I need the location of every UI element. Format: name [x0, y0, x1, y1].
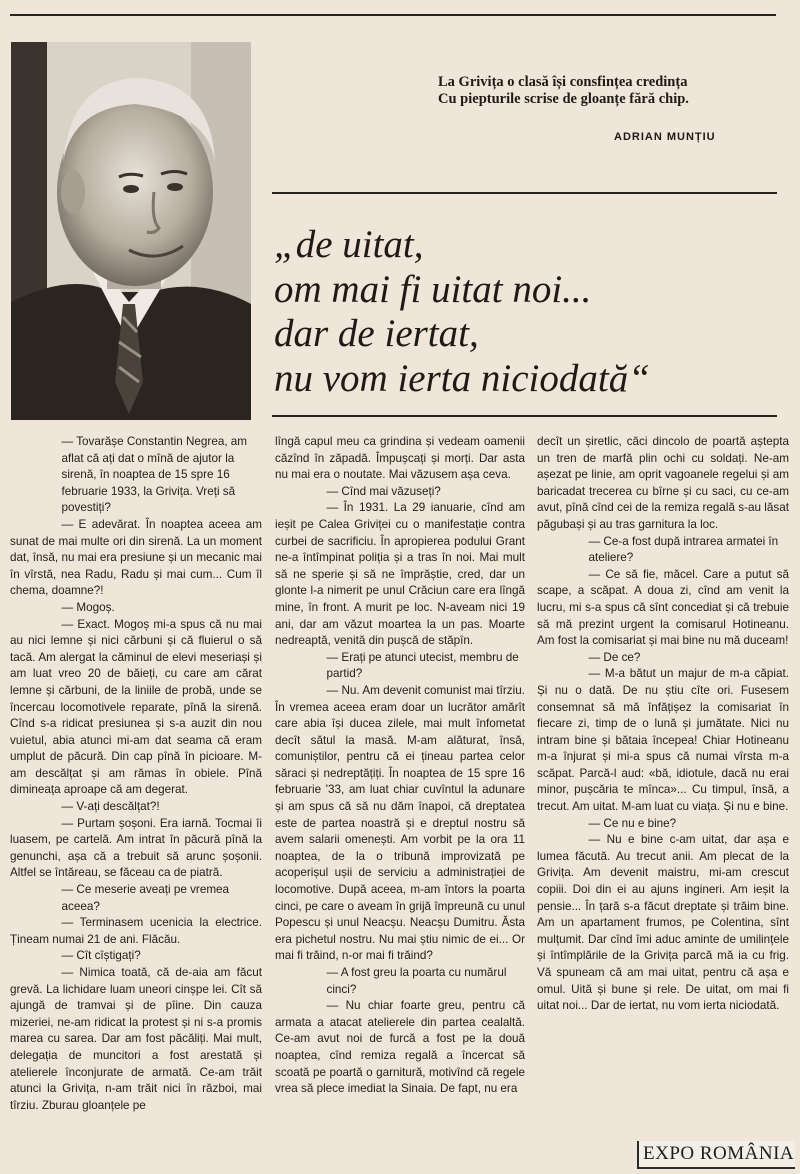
interview-paragraph: — M-a bătut un majur de m-a căpiat. Și nu o dată. De nu știu cîte ori. Fusesem consemnat să mă înfățișez la comisariat în fiecare zi, timp de o lună și jumătate. Nici nu intram bine și bătaia începea! Chiar Hotineanu m-a înjurat și mi-a spus că numai vîrsta m-a scăpat. Parcă-l aud: «bă, idiotule, dacă nu erai minor, pușcăria te mînca»... Cu timpul, însă, a trecut. Am uitat. M-am luat cu viața. Și nu e bine.	[537, 667, 789, 814]
interview-question: — Cît cîștigați?	[61, 949, 141, 963]
interview-paragraph: — Nimica toată, că de-aia am făcut grevă. La lichidare luam uneori cinșpe lei. Cît să ajungă de tramvai și de pîine. Din cauza mizeriei, ne-am ridicat la protest și ni s-a promis marea cu sarea. Dar am fost păcăliți. Mai mult, delegația de muncitori a fost arestată și atelierele înconjurate de armată. Ce-am trăit atunci la Grivița, n-am trăit nici în război, mai tîrziu. Zburau gloanțele pe	[10, 966, 262, 1112]
headline-line: nu vom ierta niciodată“	[274, 356, 650, 400]
interview-paragraph: — Nu. Am devenit comunist mai tîrziu. În vremea aceea eram doar un lucrător amărît care abia își ducea zilele, mai mult înfometat decît sătul la masă. M-am alăturat, însă, comuniștilor, pentru că ei țineau partea celor săraci și nedreptățiți. În noaptea de 15 spre 16 februarie '33, am luat chiar cuvîntul la adunare și am spus că să nu dăm înapoi, că dreptatea este de partea noastră și e dreptul nostru să avem salarii omenești. Am vorbit pe la ora 11 noaptea, de la o tribună improvizată pe acoperișul ușii de serviciu a administrației de locomotive. După aceea, m-am întors la poarta cinci, pe care o aveam în grijă împreună cu unul Popescu și unul Neacșu. Neacșu Dumitru. Ăsta era pichetul nostru. Nu mai știu nimic de ei... Or mai fi trăind, n-or mai fi trăind?	[275, 683, 525, 963]
interview-paragraph: — În 1931. La 29 ianuarie, cînd am ieșit pe Calea Griviței cu o manifestație contra curbei de sacrificiu. În apropierea podului Grant ne-a întîmpinat poliția și a tras în noi. Mai mult să ne sperie și să ne împrăștie, cred, dar un glonte l-a nimerit pe unul Crăciun care era lîngă mine, în front. A murit pe loc. N-aveam nici 19 ani, dar am văzut moartea la un pas. Moarte nedreaptă, venită din pușcă de stăpîn.	[275, 501, 525, 648]
epigraph-line: La Grivița o clasă își consfințea credința	[438, 74, 688, 90]
interview-paragraph: — Purtam șoșoni. Era iarnă. Tocmai îi luasem, pe cartelă. Am intrat în păcură pînă la genunchi, așa că a trebuit să arunc șoșonii. Altfel se întăreau, se făceau ca de piatră.	[10, 816, 262, 880]
interview-paragraph: — Exact. Mogoș mi-a spus că nu mai au nici lemne și nici cărbuni și că fluierul o să tacă. Am alergat la căminul de elevi meseriași și am luat vreo 20 de băieți, cu care am cărat lemne și cărbuni, de la liniile de probă, unde se încercau locomotivele reparate, pînă la sirenă. Cînd s-a ridicat presiunea și s-a auzit din nou vuietul, abia atunci mi-am dat seama că eram umplut de păcură. Din cap pînă în picioare. M-am descălțat și am rămas în obiele. Pînă dimineața aproape că am degerat.	[10, 617, 262, 797]
interview-question: — V-ați descălțat?!	[61, 800, 160, 814]
headline	[274, 223, 794, 401]
interview-paragraph: lîngă capul meu ca grindina și vedeam oamenii căzînd în zăpadă. Împușcați și morți. Dar asta nu mai era o noutate. Mai văzusem așa ceva.	[275, 435, 525, 482]
interview-paragraph: — E adevărat. În noaptea aceea am sunat de mai multe ori din sirenă. La un moment dat, însă, nu mai era presiune și un mecanic mai în vîrstă, nea Radu, Radu și mai cum... Cum îl chema, doamne?!	[10, 517, 262, 598]
epigraph-line: Cu piepturile scrise de gloanțe fără chip.	[438, 90, 689, 107]
interview-paragraph: — Ce să fie, măcel. Care a putut să scape, a scăpat. A doua zi, cînd am venit la lucru, mi s-a spus că sînt concediat și că trebuie să mă prezint urgent la comisarul Hotineanu. Am fost la comisariat și mai bine nu mă duceam!	[537, 567, 789, 648]
interview-question: — Ce nu e bine?	[588, 816, 677, 830]
headline-bottom-rule	[272, 415, 777, 417]
top-rule	[10, 14, 776, 16]
interview-paragraph: — Terminasem ucenicia la electrice. Țineam numai 21 de ani. Flăcău.	[10, 916, 262, 946]
headline-line: „de uitat,	[274, 223, 424, 266]
epigraph-author: ADRIAN MUNȚIU	[614, 131, 716, 143]
interview-question: — Tovarășe Constantin Negrea, am aflat că ați dat o mînă de ajutor la sirenă, în noaptea de 15 spre 16 februarie 1933, la Grivița. Vreți să povestiți?	[61, 435, 248, 515]
expo-romania-watermark: EXPO ROMÂNIA	[637, 1141, 795, 1169]
interview-question: — Mogoș.	[61, 600, 115, 614]
interview-question: — Cînd mai văzuseți?	[326, 484, 441, 498]
headline-top-rule	[272, 192, 777, 194]
interview-question: — A fost greu la poarta cu numărul cinci?	[326, 966, 507, 996]
article-column-1	[10, 434, 262, 1114]
portrait-photo	[11, 42, 251, 420]
interview-paragraph: — Nu e bine c-am uitat, dar așa e lumea făcută. Au trecut anii. Am plecat de la Grivița. Am devenit maistru, mi-am crescut copiii. Doi din ei au ajuns ingineri. Am ieșit la pensie... În țară s-a făcut dreptate și trăim bine. Am un apartament frumos, pe Colentina, sînt mulțumit. Dar cînd îmi aduc aminte de umilințele și întîmplările de la Grivița parcă mă ia cu frig. Vă spuneam că am mai uitat, pentru că așa e omul. Uită și bune și rele. De uitat, om mai fi uitat noi... Dar de iertat, nu vom ierta niciodată.	[537, 833, 789, 1013]
interview-question: — Ce meserie aveați pe vremea aceea?	[61, 883, 230, 913]
headline-line: om mai fi uitat noi...	[274, 267, 592, 311]
interview-question: — Erați pe atunci utecist, membru de partid?	[326, 650, 519, 681]
interview-question: — Ce-a fost după intrarea armatei în ateliere?	[588, 534, 779, 565]
interview-question: — De ce?	[588, 650, 641, 664]
epigraph	[438, 74, 783, 107]
article-column-3	[537, 434, 789, 1015]
interview-paragraph: decît un șiretlic, căci dincolo de poartă aștepta un tren de marfă plin ochi cu soldați. Ne-am așezat pe linie, am oprit vagoanele regelui și am baricadat trecerea cu bîrne și cu saci, cu ce-am avut, pînă cînd cei de la remiza regală s-au lăsat păgubași și au tras garnitura la loc.	[537, 435, 789, 531]
headline-line: dar de iertat,	[274, 312, 479, 355]
interview-paragraph: — Nu chiar foarte greu, pentru că armata a atacat atelierele din partea cealaltă. Ce-am avut noi de furcă a fost pe la două noaptea, cînd remiza regală a încercat să scoată pe poartă o garnitură, motivînd că regele vrea să plece imediat la Sinaia. De fapt, nu era	[275, 999, 525, 1096]
article-column-2	[275, 434, 525, 1098]
